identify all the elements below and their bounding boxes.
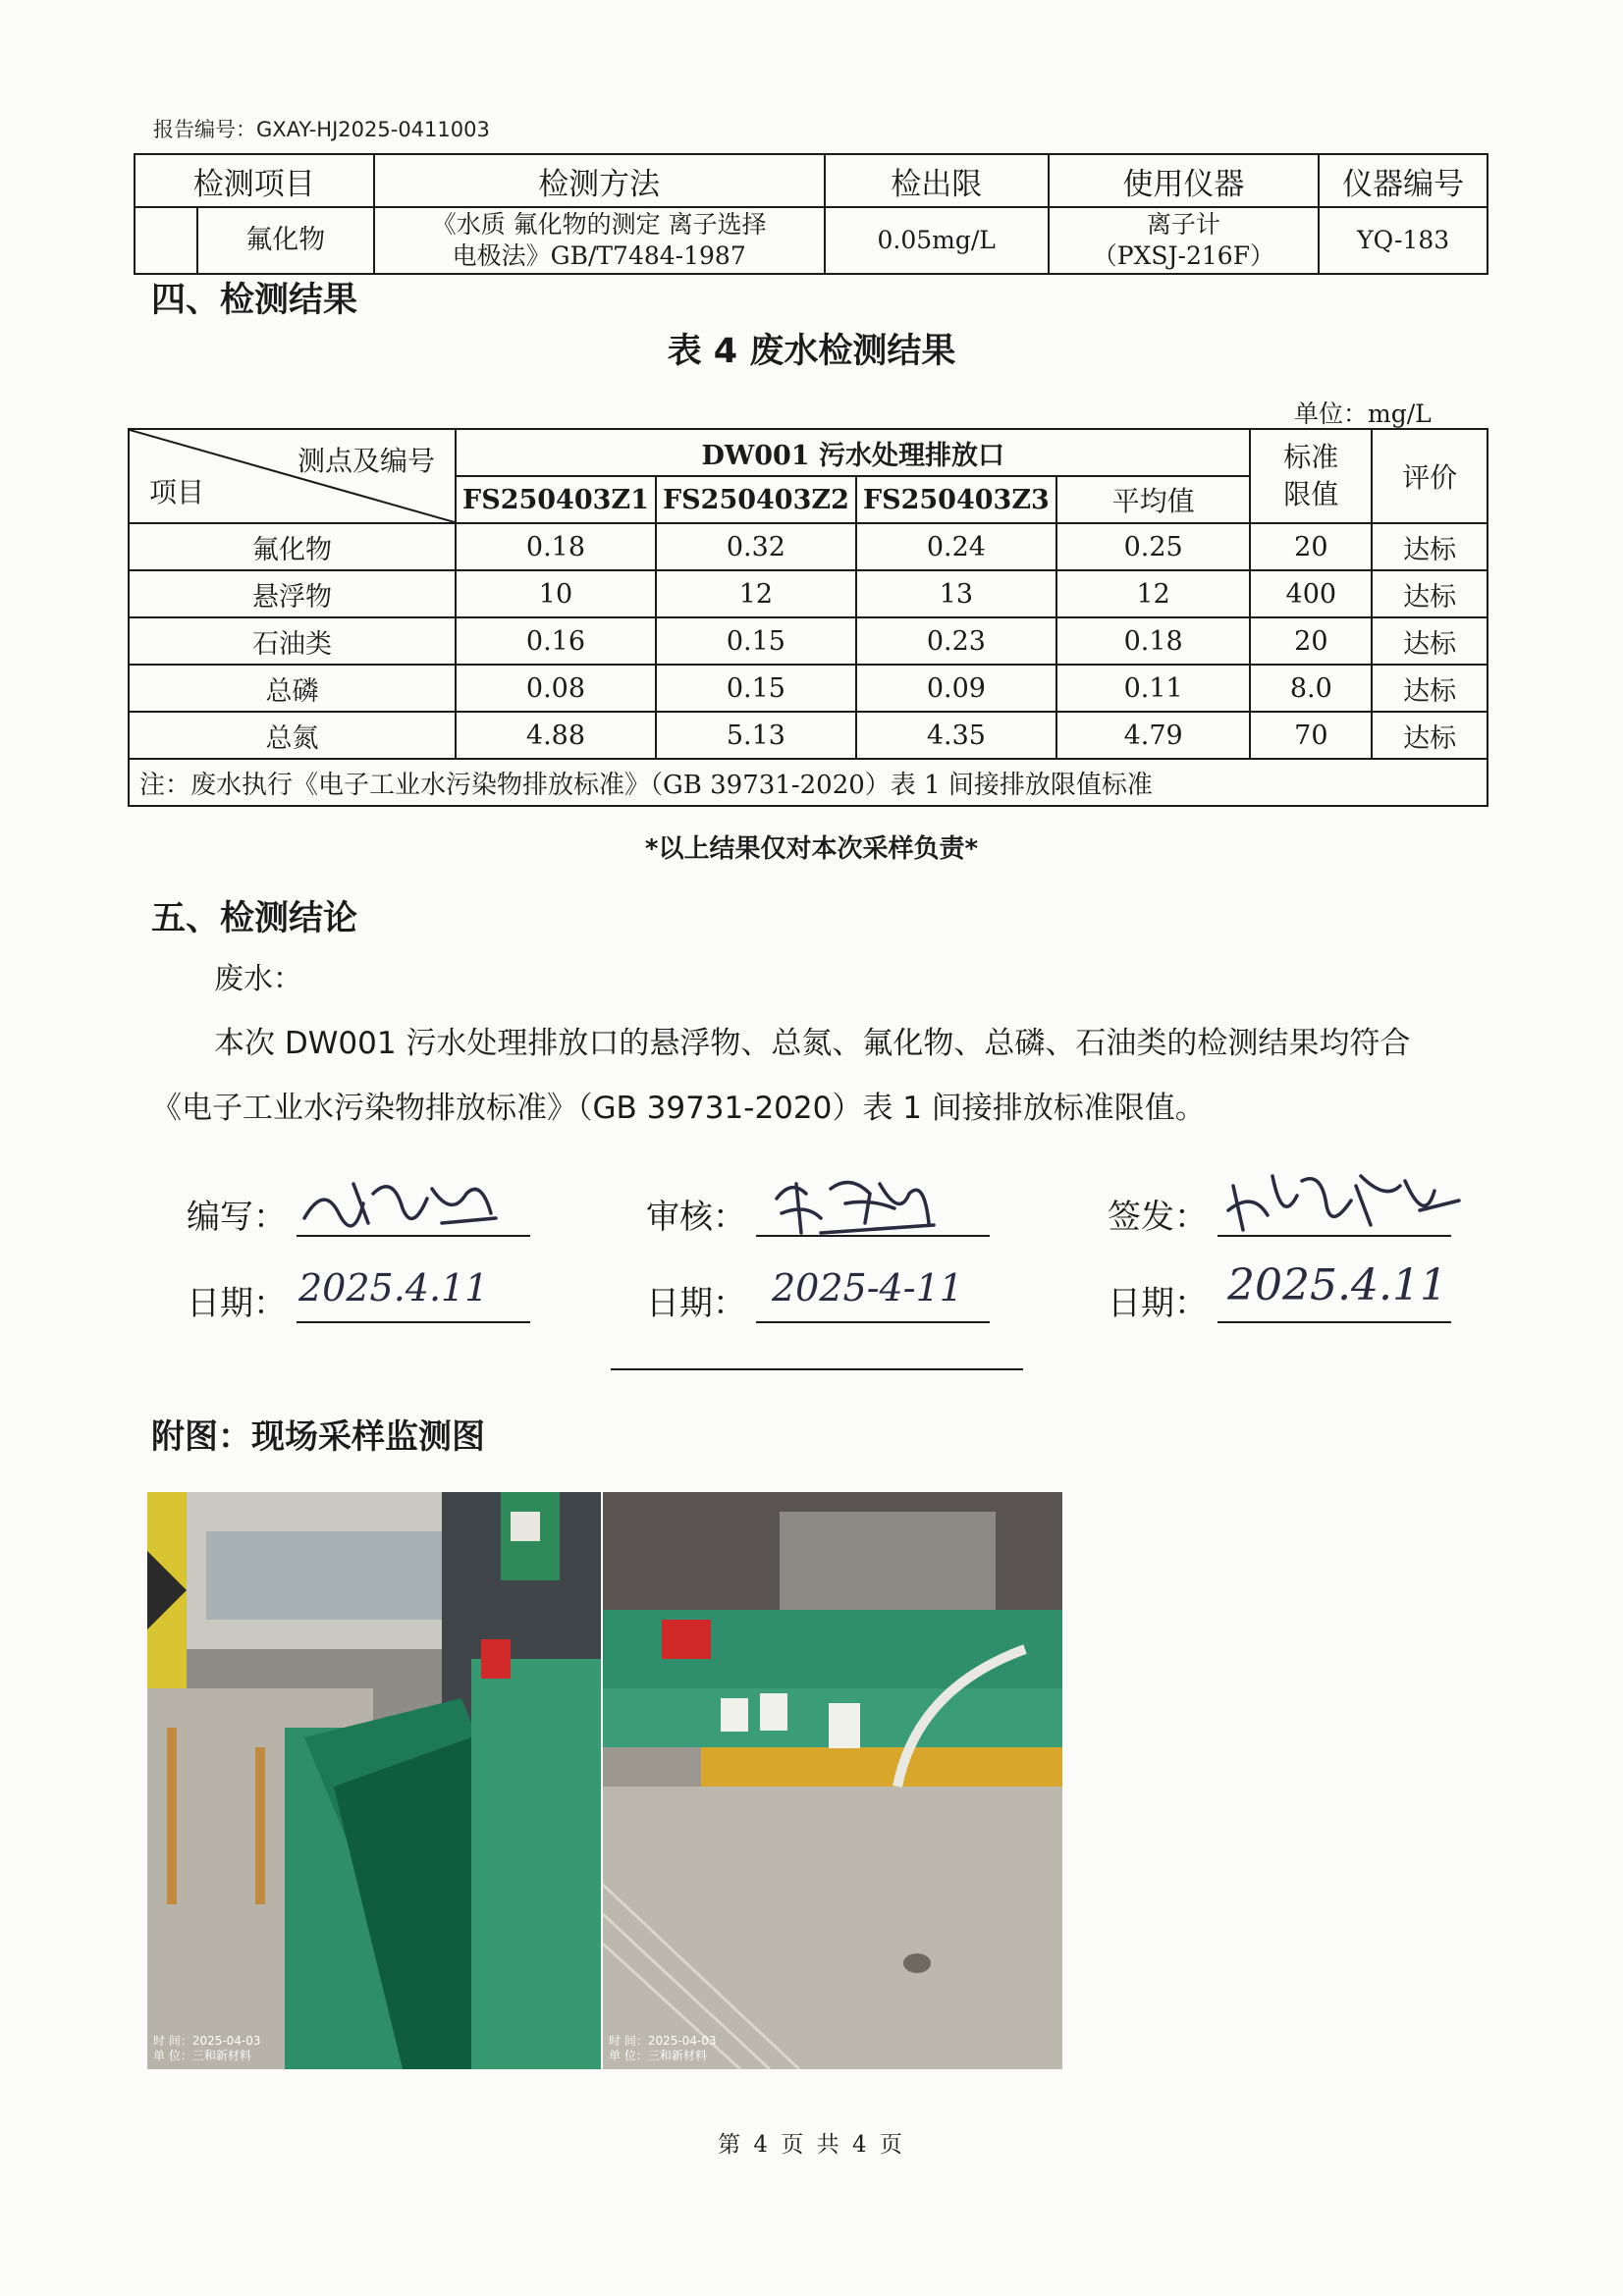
site-photo-1-image — [147, 1492, 601, 2069]
report-number: 报告编号：GXAY-HJ2025-0411003 — [153, 118, 490, 141]
method-row-method — [374, 207, 825, 274]
table-row — [129, 570, 1488, 617]
approver-date: 2025.4.11 — [1227, 1260, 1447, 1310]
results-table — [128, 428, 1488, 807]
row-z1: 0.16 — [456, 617, 656, 665]
method-header-item: 检测项目 — [135, 154, 374, 207]
site-photo-1 — [147, 1492, 601, 2069]
table-row — [129, 712, 1488, 759]
site-photo-2 — [603, 1492, 1062, 2069]
row-item: 石油类 — [129, 617, 456, 665]
approver-date-label: 日期： — [1108, 1284, 1208, 1323]
method-row — [135, 207, 1488, 274]
row-item: 总氮 — [129, 712, 456, 759]
row-avg: 0.25 — [1056, 523, 1251, 570]
row-avg: 0.18 — [1056, 617, 1251, 665]
row-eval: 达标 — [1372, 712, 1488, 759]
results-corner-cell — [129, 429, 456, 523]
method-header-method: 检测方法 — [374, 154, 825, 207]
col-header-avg: 平均值 — [1056, 476, 1251, 523]
row-z2: 0.15 — [656, 665, 856, 712]
method-row-limit: 0.05mg/L — [825, 207, 1049, 274]
table-row — [129, 617, 1488, 665]
row-z1: 0.08 — [456, 665, 656, 712]
table-row — [129, 665, 1488, 712]
row-item: 总磷 — [129, 665, 456, 712]
author-date: 2025.4.11 — [298, 1266, 489, 1309]
results-note: 注：废水执行《电子工业水污染物排放标准》（GB 39731-2020）表 1 间接排放限值标准 — [129, 759, 1488, 806]
approver-signature-icon — [1214, 1156, 1469, 1245]
row-z3: 13 — [856, 570, 1056, 617]
method-table — [134, 153, 1488, 275]
divider-line — [611, 1368, 1023, 1370]
photo-2-stamp-time: 时 间：2025-04-03 — [609, 2034, 717, 2048]
standard-header-text: 标准限值 — [1283, 441, 1339, 510]
corner-bottom-label: 项目 — [149, 476, 205, 508]
row-z1: 0.18 — [456, 523, 656, 570]
row-limit: 20 — [1250, 523, 1372, 570]
method-row-item: 氟化物 — [197, 207, 374, 274]
method-header-row — [135, 154, 1488, 207]
unit-label: 单位：mg/L — [1294, 400, 1432, 428]
method-header-instrument-no: 仪器编号 — [1319, 154, 1488, 207]
photo-1-stamp — [153, 2034, 261, 2063]
standard-header — [1250, 429, 1372, 523]
row-eval: 达标 — [1372, 617, 1488, 665]
eval-header: 评价 — [1372, 429, 1488, 523]
method-header-limit: 检出限 — [825, 154, 1049, 207]
row-eval: 达标 — [1372, 665, 1488, 712]
method-row-instrument-no: YQ-183 — [1319, 207, 1488, 274]
row-z1: 10 — [456, 570, 656, 617]
row-z3: 0.09 — [856, 665, 1056, 712]
row-avg: 0.11 — [1056, 665, 1251, 712]
instrument-line-2: （PXSJ-216F） — [1092, 241, 1275, 270]
author-date-label: 日期： — [187, 1284, 287, 1323]
reviewer-date: 2025-4-11 — [772, 1266, 963, 1309]
row-z1: 4.88 — [456, 712, 656, 759]
group-header: DW001 污水处理排放口 — [456, 429, 1250, 476]
row-eval: 达标 — [1372, 523, 1488, 570]
row-avg: 4.79 — [1056, 712, 1251, 759]
results-note-row — [129, 759, 1488, 806]
row-z3: 0.23 — [856, 617, 1056, 665]
col-header-z2: FS250403Z2 — [656, 476, 856, 523]
instrument-line-1: 离子计 — [1146, 210, 1220, 239]
results-header-row-1 — [129, 429, 1488, 476]
section-4-title: 四、检测结果 — [151, 281, 358, 320]
row-item: 氟化物 — [129, 523, 456, 570]
row-z3: 0.24 — [856, 523, 1056, 570]
row-z2: 0.32 — [656, 523, 856, 570]
site-photo-2-image — [603, 1492, 1062, 2069]
reviewer-label: 审核： — [646, 1198, 746, 1237]
result-footnote: *以上结果仅对本次采样负责* — [644, 834, 979, 864]
row-limit: 20 — [1250, 617, 1372, 665]
photo-2-stamp — [609, 2034, 717, 2063]
page-number: 第 4 页 共 4 页 — [718, 2132, 905, 2158]
col-header-z1: FS250403Z1 — [456, 476, 656, 523]
method-row-blank — [135, 207, 197, 274]
photo-1-stamp-unit: 单 位：三和新材料 — [153, 2049, 251, 2062]
author-label: 编写： — [187, 1198, 287, 1237]
method-line-2: 电极法》GB/T7484-1987 — [452, 241, 746, 270]
author-signature-icon — [295, 1164, 511, 1243]
approver-label: 签发： — [1108, 1198, 1208, 1237]
row-limit: 8.0 — [1250, 665, 1372, 712]
table-4-title: 表 4 废水检测结果 — [667, 332, 956, 371]
results-body — [129, 523, 1488, 759]
row-item: 悬浮物 — [129, 570, 456, 617]
row-avg: 12 — [1056, 570, 1251, 617]
row-z2: 0.15 — [656, 617, 856, 665]
row-z2: 12 — [656, 570, 856, 617]
section-5-title: 五、检测结论 — [151, 899, 358, 938]
table-row — [129, 523, 1488, 570]
method-header-instrument: 使用仪器 — [1049, 154, 1320, 207]
row-eval: 达标 — [1372, 570, 1488, 617]
appendix-title: 附图：现场采样监测图 — [151, 1417, 485, 1457]
corner-top-label: 测点及编号 — [297, 445, 435, 477]
photo-1-stamp-time: 时 间：2025-04-03 — [153, 2034, 261, 2048]
reviewer-signature-icon — [762, 1164, 948, 1243]
reviewer-date-label: 日期： — [646, 1284, 746, 1323]
method-row-instrument — [1049, 207, 1320, 274]
col-header-z3: FS250403Z3 — [856, 476, 1056, 523]
photo-2-stamp-unit: 单 位：三和新材料 — [609, 2049, 707, 2062]
conclusion-text: 本次 DW001 污水处理排放口的悬浮物、总氮、氟化物、总磷、石油类的检测结果均符合《电子工业水污染物排放标准》（GB 39731-2020）表 1 间接排放标准限值。 — [151, 1026, 1411, 1126]
row-z3: 4.35 — [856, 712, 1056, 759]
method-line-1: 《水质 氟化物的测定 离子选择 — [431, 210, 767, 239]
reviewer-date-line — [756, 1321, 990, 1323]
author-date-line — [297, 1321, 530, 1323]
row-limit: 400 — [1250, 570, 1372, 617]
waste-water-label: 废水： — [214, 962, 302, 996]
approver-date-line — [1217, 1321, 1451, 1323]
row-limit: 70 — [1250, 712, 1372, 759]
row-z2: 5.13 — [656, 712, 856, 759]
